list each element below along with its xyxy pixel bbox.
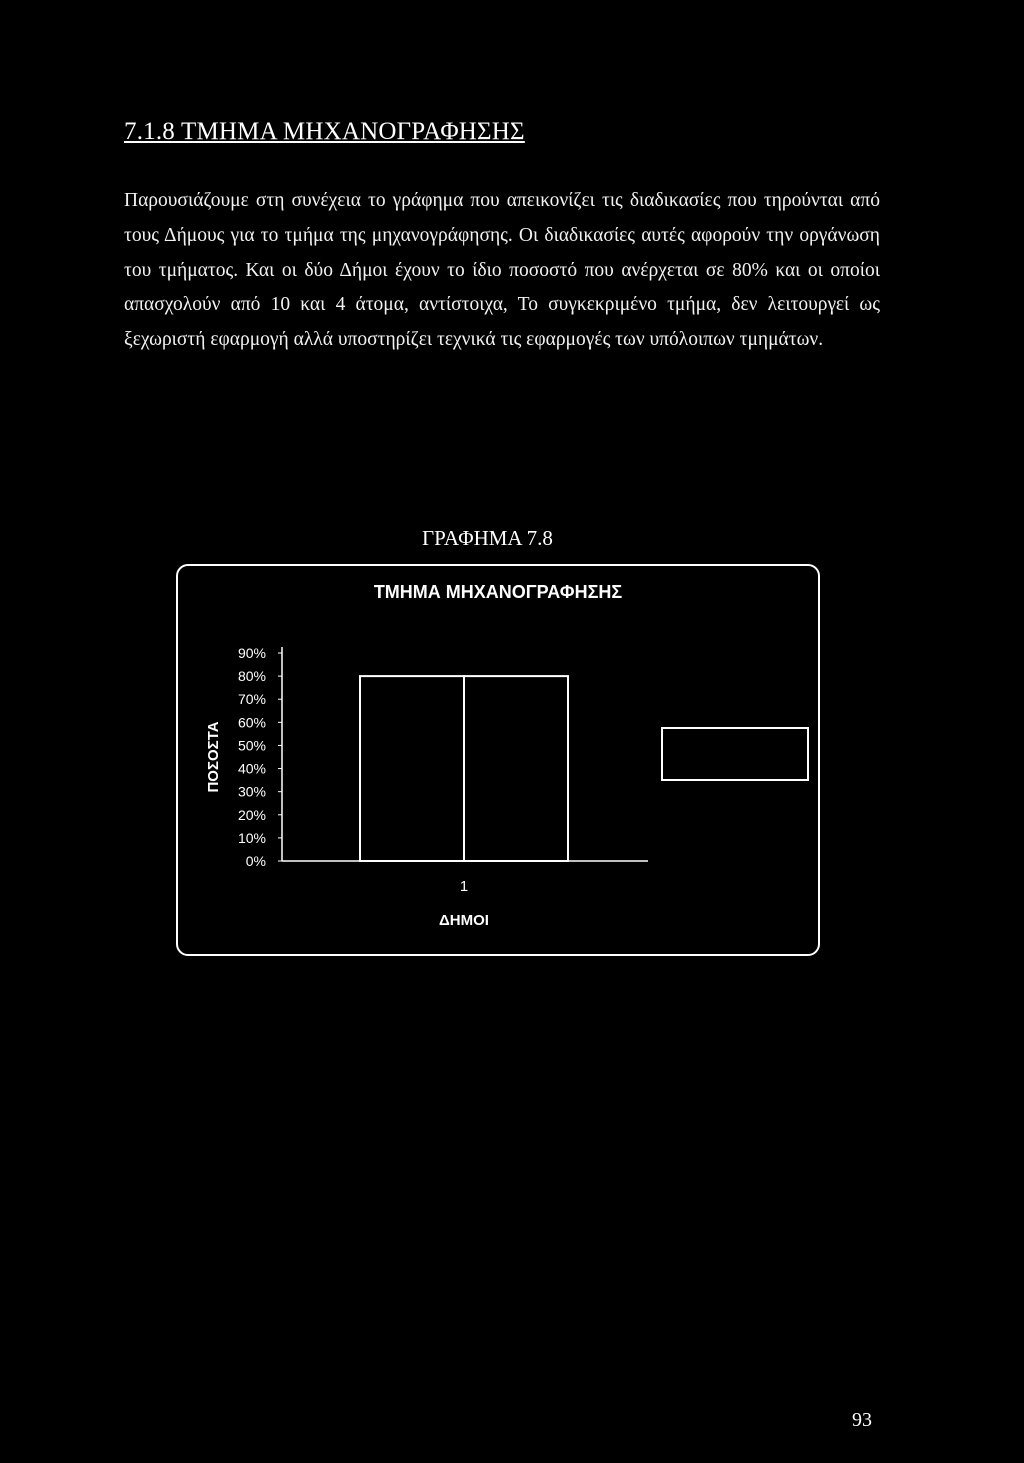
y-tick-label: 90% <box>237 645 266 661</box>
chart-frame <box>176 564 820 956</box>
y-tick-label: 10% <box>237 829 266 846</box>
page-number: 93 <box>852 1409 872 1431</box>
x-axis-title: ΔΗΜΟΙ <box>439 912 489 929</box>
y-tick-label: 0% <box>245 853 266 869</box>
bar-chart <box>178 566 822 958</box>
figure-label: ΓΡΑΦΗΜΑ 7.8 <box>422 526 553 550</box>
y-tick-label: 30% <box>237 783 266 800</box>
y-tick-label: 50% <box>237 737 266 754</box>
y-tick-label: 70% <box>237 691 266 708</box>
bar-series-2 <box>464 676 568 861</box>
x-tick-label: 1 <box>459 878 469 895</box>
legend-box <box>662 728 808 780</box>
y-tick-label: 80% <box>237 668 266 685</box>
body-paragraph: Παρουσιάζουμε στη συνέχεια το γράφημα που απεικονίζει τις διαδικασίες που τηρούνται από τους Δήμους για το τμήμα της μηχανογράφησης. Οι διαδικασίες αυτές αφορούν την οργάνωση του τμήματος. Και οι δύο Δήμοι έχουν το ίδιο ποσοστό που ανέρχεται σε 80% και οι οποίοι απασχολούν από 10 και 4 άτομα, αντίστοιχα, Το συγκεκριμένο τμήμα, δεν λειτουργεί ως ξεχωριστή εφαρμογή αλλά υποστηρίζει τεχνικά τις εφαρμογές των υπόλοιπων τμημάτων. <box>124 190 880 351</box>
bar-series-1 <box>360 676 464 861</box>
section-heading: 7.1.8 ΤΜΗΜΑ ΜΗΧΑΝΟΓΡΑΦΗΣΗΣ <box>124 118 525 145</box>
y-tick-label: 40% <box>237 760 266 777</box>
y-tick-label: 60% <box>237 714 266 731</box>
chart-title: ΤΜΗΜΑ ΜΗΧΑΝΟΓΡΑΦΗΣΗΣ <box>373 582 623 602</box>
y-tick-label: 20% <box>237 806 266 823</box>
y-axis-title: ΠΟΣΟΣΤΑ <box>205 721 222 793</box>
